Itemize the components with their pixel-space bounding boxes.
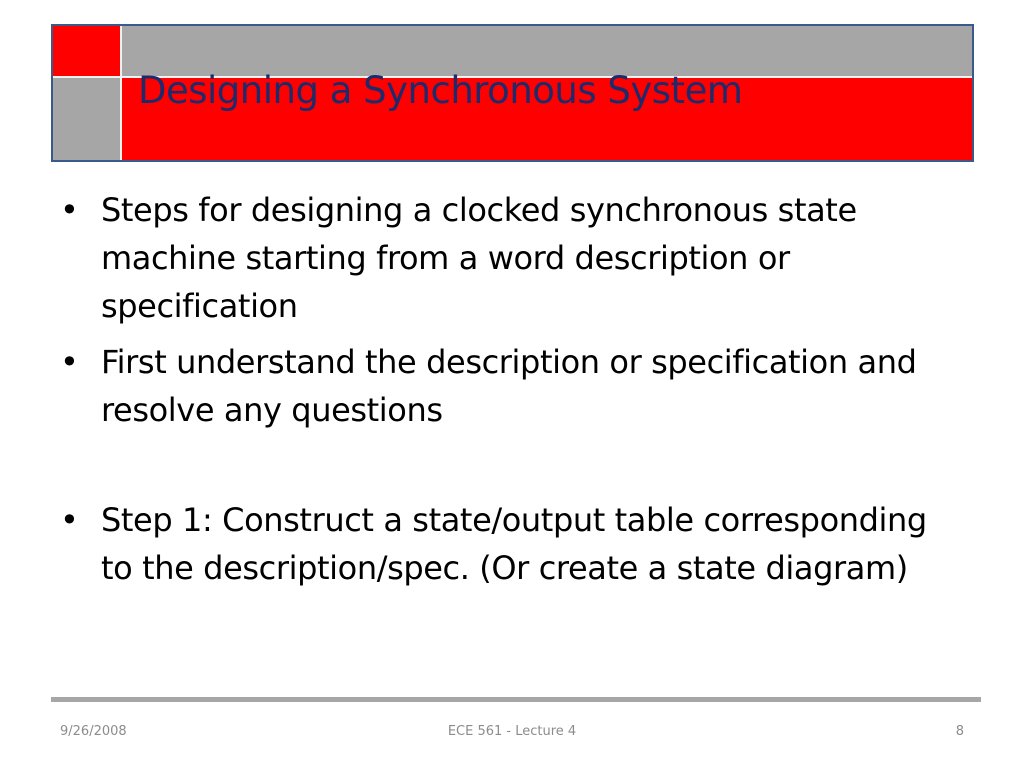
bullet-text: First understand the description or specification and resolve any questions [101, 343, 917, 429]
footer-date: 9/26/2008 [60, 724, 127, 739]
bullet-item [60, 496, 960, 592]
slide-title: Designing a Synchronous System [138, 69, 743, 112]
bullet-icon: • [60, 343, 79, 381]
bullet-spacer [60, 434, 960, 496]
bullet-icon: • [60, 191, 79, 229]
bullet-icon: • [60, 501, 79, 539]
bullet-list [60, 186, 960, 592]
bullet-item [60, 338, 960, 434]
footer-title: ECE 561 - Lecture 4 [447, 724, 577, 739]
footer-page-number: 8 [955, 724, 964, 739]
footer-divider [51, 697, 981, 702]
title-corner-red-square [53, 26, 120, 76]
title-corner-gray-square [53, 78, 120, 160]
bullet-text: Step 1: Construct a state/output table corresponding to the description/spec. (Or create a state diagram) [101, 501, 927, 587]
bullet-text: Steps for designing a clocked synchronous state machine starting from a word description or specification [101, 191, 857, 325]
bullet-item [60, 186, 960, 330]
